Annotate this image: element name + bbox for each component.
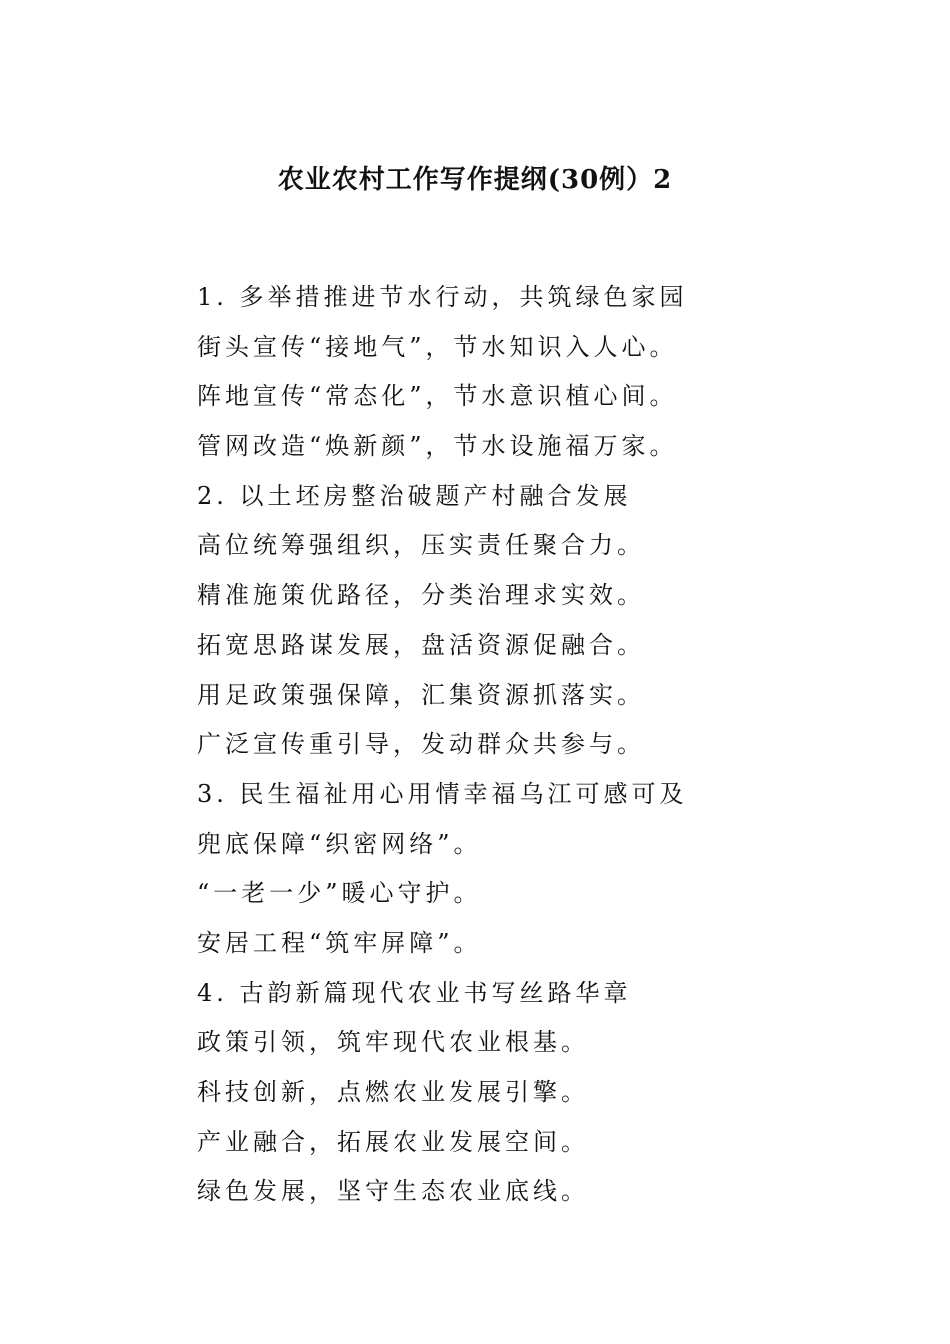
body-line: 安居工程“筑牢屏障”。 (197, 928, 482, 957)
body-line: 兜底保障“织密网络”。 (197, 829, 482, 858)
body-line: 拓宽思路谋发展，盘活资源促融合。 (197, 630, 645, 659)
body-line: 管网改造“焕新颜”，节水设施福万家。 (197, 432, 678, 461)
body-line: “一老一少”暖心守护。 (197, 879, 482, 908)
body-line: 街头宣传“接地气”，节水知识入人心。 (197, 332, 678, 361)
body-line: 政策引领，筑牢现代农业根基。 (197, 1028, 589, 1057)
body-line: 高位统筹强组织，压实责任聚合力。 (197, 531, 645, 560)
heading-2: 2. 以土坯房整治破题产村融合发展 (197, 481, 632, 510)
document-body (197, 277, 897, 1221)
heading-4: 4. 古韵新篇现代农业书写丝路华章 (197, 978, 632, 1007)
heading-1: 1. 多举措推进节水行动，共筑绿色家园 (197, 283, 688, 311)
body-line: 阵地宣传“常态化”，节水意识植心间。 (197, 382, 678, 411)
body-line: 绿色发展，坚守生态农业底线。 (197, 1177, 589, 1206)
document-title: 农业农村工作写作提纲(30例）2 (277, 165, 673, 195)
body-line: 产业融合，拓展农业发展空间。 (197, 1127, 589, 1156)
body-line: 精准施策优路径，分类治理求实效。 (197, 581, 645, 610)
body-line: 广泛宣传重引导，发动群众共参与。 (197, 730, 645, 759)
body-line: 用足政策强保障，汇集资源抓落实。 (197, 680, 645, 709)
heading-3: 3. 民生福祉用心用情幸福乌江可感可及 (197, 779, 688, 808)
body-line: 科技创新，点燃农业发展引擎。 (197, 1078, 589, 1106)
